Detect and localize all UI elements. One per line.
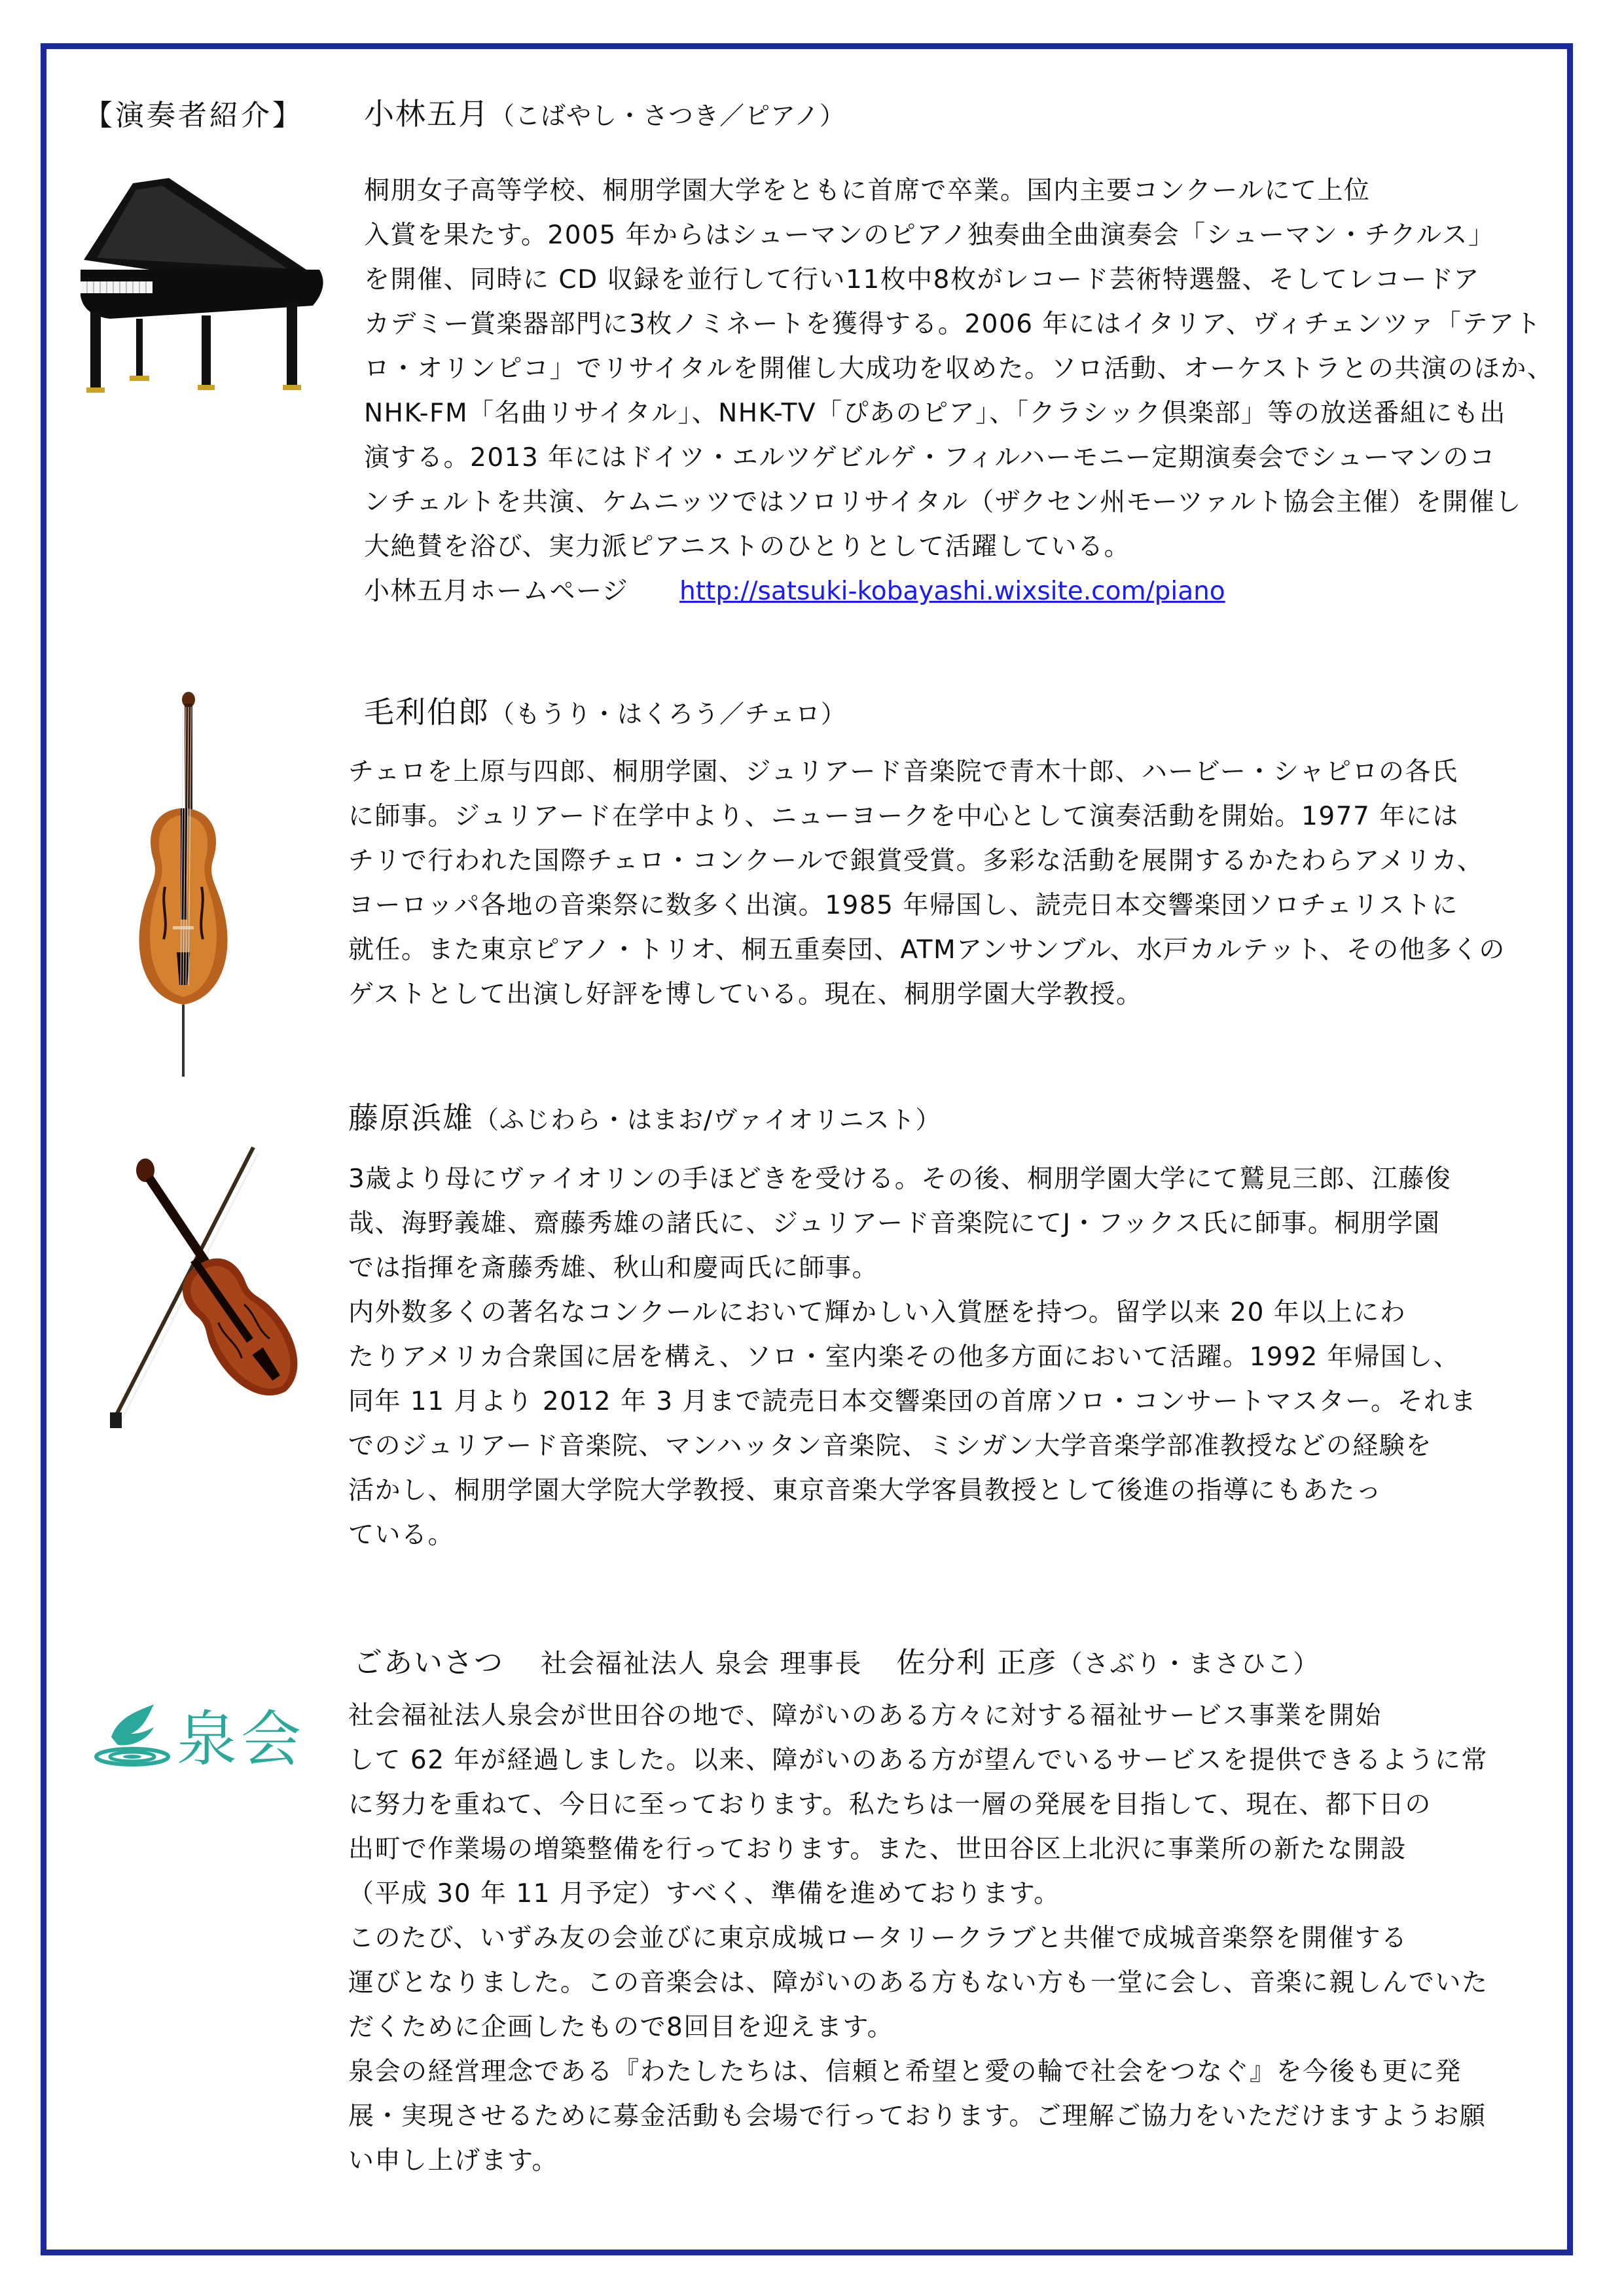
greeting-line: して 62 年が経過しました。以来、障がいのある方が望んでいるサービスを提供できるように常 [348,1746,1488,1775]
greeting-line: 出町で作業場の増築整備を行っております。また、世田谷区上北沢に事業所の新たな開設 [348,1835,1407,1864]
bio-line: カデミー賞楽器部門に3枚ノミネートを獲得する。2006 年にはイタリア、ヴィチェンツァ「テアト [364,310,1542,339]
bio-line: ロ・オリンピコ」でリサイタルを開催し大成功を収めた。ソロ活動、オーケストラとの共演のほか、 [364,354,1554,384]
greeting-title: ごあいさつ [353,1646,504,1679]
greeting-body [348,1694,1489,2183]
greeting-line: 泉会の経営理念である『わたしたちは、信頼と希望と愛の輪で社会をつなぐ』を今後も更に発 [348,2057,1462,2087]
homepage-link[interactable]: http://satsuki-kobayashi.wixsite.com/piano [679,577,1225,606]
greeting-heading [353,1639,1319,1681]
bio-line: ンチェルトを共演、ケムニッツではソロリサイタル（ザクセン州モーツァルト協会主催）を開催し [364,488,1522,517]
homepage-line [364,569,1553,614]
bio-line: 3歳より母にヴァイオリンの手ほどきを受ける。その後、桐朋学園大学にて鷲見三郎、江藤俊 [348,1164,1452,1194]
performer-name-kobayashi [364,90,845,134]
izumikai-logo [92,1691,327,1776]
greeting-reading: （さぶり・まさひこ） [1057,1649,1320,1678]
greeting-line: 運びとなりました。この音楽会は、障がいのある方もない方も一堂に会し、音楽に親しんでいた [348,1968,1489,1998]
cello-icon [118,691,249,1083]
violin-icon [106,1144,322,1432]
greeting-line: だくために企画したもので8回目を迎えます。 [348,2013,894,2042]
greeting-line: に努力を重ねて、今日に至っております。私たちは一層の発展を目指して、現在、都下日の [348,1790,1432,1820]
section-label: 【演奏者紹介】 [84,99,304,132]
performer-reading: （こばやし・さつき／ピアノ） [490,101,845,130]
bio-line: ている。 [348,1520,455,1550]
grand-piano-icon [71,171,333,414]
homepage-label: 小林五月ホームページ [364,577,629,606]
greeting-line: い申し上げます。 [348,2146,558,2176]
bio-line: チェロを上原与四郎、桐朋学園、ジュリアード音楽院で青木十郎、ハービー・シャピロの各氏 [348,757,1458,787]
performer-name: 毛利伯郎 [364,694,490,730]
bio-line: たりアメリカ合衆国に居を構え、ソロ・室内楽その他多方面において活躍。1992 年帰国し、 [348,1342,1460,1372]
bio-line: ゲストとして出演し好評を博している。現在、桐朋学園大学教授。 [348,980,1143,1009]
bio-line: 就任。また東京ピアノ・トリオ、桐五重奏団、ATMアンサンブル、水戸カルテット、その他多くの [348,935,1506,965]
greeting-org: 社会福祉法人 泉会 理事長 [541,1649,863,1679]
greeting-line: 展・実現させるために募金活動も会場で行っております。ご理解ご協力をいただけますようお願 [348,2102,1487,2131]
performer-bio-mouri [348,750,1506,1017]
greeting-line: （平成 30 年 11 月予定）すべく、準備を進めております。 [348,1879,1060,1909]
bio-line: 同年 11 月より 2012 年 3 月まで読売日本交響楽団の首席ソロ・コンサートマスター。それま [348,1387,1477,1416]
bio-line: に師事。ジュリアード在学中より、ニューヨークを中心として演奏活動を開始。1977 年には [348,802,1459,831]
bio-line: チリで行われた国際チェロ・コンクールで銀賞受賞。多彩な活動を展開するかたわらアメリカ、 [348,846,1484,876]
bio-line: NHK-FM「名曲リサイタル」、NHK-TV「ぴあのピア」、「クラシック倶楽部」等の放送番組にも出 [364,399,1506,428]
bio-line: 入賞を果たす。2005 年からはシューマンのピアノ独奏曲全曲演奏会「シューマン・チクルス」 [364,221,1495,250]
performer-name: 藤原浜雄 [348,1100,474,1136]
performer-name: 小林五月 [364,96,490,132]
bio-line: では指揮を斎藤秀雄、秋山和慶両氏に師事。 [348,1253,879,1283]
bio-line: 桐朋女子高等学校、桐朋学園大学をともに首席で卒業。国内主要コンクールにて上位 [364,176,1371,206]
greeting-line: 社会福祉法人泉会が世田谷の地で、障がいのある方々に対する福祉サービス事業を開始 [348,1701,1382,1731]
dove-ripple-icon [92,1698,177,1776]
bio-line: 内外数多くの著名なコンクールにおいて輝かしい入賞歴を持つ。留学以来 20 年以上にわ [348,1298,1407,1327]
bio-line: ヨーロッパ各地の音楽祭に数多く出演。1985 年帰国し、読売日本交響楽団ソロチェリストに [348,891,1458,920]
performer-reading: （ふじわら・はまお/ヴァイオリニスト） [474,1105,941,1134]
greeting-line: このたび、いずみ友の会並びに東京成城ロータリークラブと共催で成城音楽祭を開催する [348,1924,1408,1953]
performer-reading: （もうり・はくろう／チェロ） [490,700,846,728]
logo-text: 泉会 [177,1704,306,1774]
bio-line: 大絶賛を浴び、実力派ピアニストのひとりとして活躍している。 [364,532,1130,562]
performer-bio-fujiwara [348,1157,1477,1558]
bio-line: 哉、海野義雄、齋藤秀雄の諸氏に、ジュリアード音楽院にてJ・フックス氏に師事。桐朋学園 [348,1209,1441,1238]
performer-bio-kobayashi [364,169,1553,614]
greeting-name: 佐分利 正彦 [896,1646,1058,1679]
performer-name-fujiwara [348,1094,941,1138]
bio-line: でのジュリアード音楽院、マンハッタン音楽院、ミシガン大学音楽学部准教授などの経験を [348,1431,1432,1461]
bio-line: 活かし、桐朋学園大学院大学教授、東京音楽大学客員教授として後進の指導にもあたっ [348,1476,1382,1505]
bio-line: 演する。2013 年にはドイツ・エルツゲビルゲ・フィルハーモニー定期演奏会でシューマンのコ [364,443,1496,473]
performer-name-mouri [364,689,846,732]
bio-line: を開催、同時に CD 収録を並行して行い11枚中8枚がレコード芸術特選盤、そしてレコードア [364,265,1480,295]
